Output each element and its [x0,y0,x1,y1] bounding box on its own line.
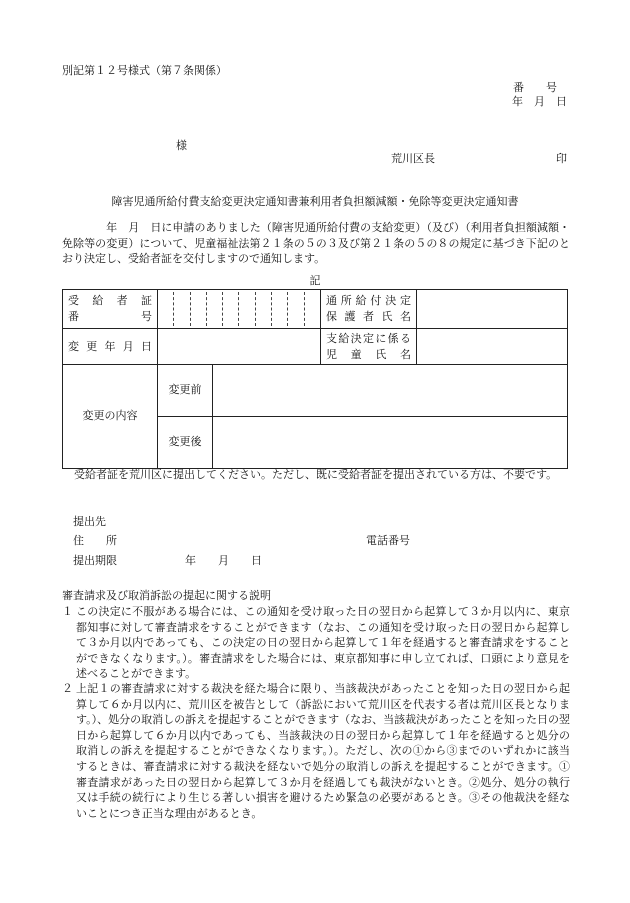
label-char: 所 [340,294,352,307]
explanation-item-number: ２ [62,682,73,695]
label-char: 護 [344,310,356,323]
label-char: 番 [68,310,79,323]
change-content-label: 変更の内容 [63,365,158,469]
label-char: 更 [86,339,98,353]
explanation-title: 審査請求及び取消訴訟の提起に関する説明 [62,589,271,602]
child-name-label [321,329,417,365]
label-char: 決 [350,331,362,345]
recipient-number-label-line1 [68,293,152,309]
label-char: 通 [326,294,337,307]
label-char: 児 [326,347,337,361]
explanation-item-text: 上記１の審査請求に対する裁決を経た場合に限り、当該裁決があったことを知った日の翌日から起算して６か月以内に、荒川区を被告として（訴訟において荒川区を代表する者は荒川区長となります。）、処分の取消しの訴えを提起することができます（なお、当該裁決があったことを知った日の翌日から起算して６か月以内であっても、当該裁決の日の翌日から起算して１年を経過すると処分の取消しの訴えを提起することができなくなります。）。ただし、次の①から③までのいずれかに該当するときは、審査請求に対する裁決を経ないで処分の取消しの訴えを提起することができます。①審査請求があった日の翌日から起算して３か月を経過しても裁決がないとき。②処分、処分の執行又は手続の続行により生じる著しい損害を避けるため緊急の必要があるとき。③その他裁決を経ないことにつき正当な理由があるとき。 [76,682,571,820]
number-label: 番 号 [513,81,557,94]
addressee-suffix: 様 [176,139,187,152]
document-title: 障害児通所給付費支給変更決定通知書兼利用者負担額減額・免除等変更決定通知書 [111,195,519,208]
after-label: 変更後 [158,417,213,469]
date-label: 年 月 日 [512,95,567,108]
label-char: 変 [68,339,79,353]
before-label: 変更前 [158,365,213,417]
guardian-name-label-line1 [326,293,411,309]
label-char: 給 [338,331,350,345]
label-char: 定 [362,331,374,345]
after-field[interactable] [213,417,568,469]
form-label: 別記第１２号様式（第７条関係） [62,64,227,77]
child-name-label-line2 [326,347,411,363]
decision-table [62,289,568,469]
sender-name: 荒川区長 [391,152,435,165]
child-name-field[interactable] [417,329,568,365]
label-char: 受 [68,294,79,307]
phone-label: 電話番号 [366,534,410,547]
label-char: 決 [385,294,397,307]
label-char: 給 [92,294,104,307]
label-char: 日 [141,339,152,353]
label-char: 保 [326,310,337,323]
change-date-label [63,329,158,365]
ki-mark: 記 [309,274,321,287]
label-char: 年 [104,339,116,353]
submission-title: 提出先 [73,515,106,528]
guardian-name-label-line2 [326,309,411,325]
address-label: 住 所 [73,534,117,547]
label-char: 者 [116,294,128,307]
explanation-item-2 [62,681,570,821]
label-char: 者 [363,310,374,323]
explanation-item-text: この決定に不服がある場合には、この通知を受け取った日の翌日から起算して３か月以内に、東京都知事に対して審査請求をすることができます（なお、この通知を受け取った日の翌日から起算して３か月以内であっても、この決定の日の翌日から起算して１年を経過すると審査請求をすることができなくなります。）。審査請求をした場合には、東京都知事に申し立てれば、口頭により意見を述べることができます。 [76,605,570,681]
label-char: 付 [370,294,382,307]
label-char: 月 [122,339,134,353]
label-char: に [375,331,387,345]
recipient-number-label [63,290,158,329]
explanation-item-1 [62,604,570,682]
label-char: 名 [400,310,411,323]
label-char: 支 [326,331,337,345]
change-date-field[interactable] [158,329,321,365]
label-char: 童 [350,347,362,361]
label-char: 氏 [381,310,393,323]
recipient-number-label-line2 [68,309,152,325]
label-char: 証 [140,294,152,307]
deadline-label: 提出期限 [73,554,117,567]
recipient-number-boxes[interactable] [158,290,321,329]
seal-mark: 印 [556,152,567,165]
label-char: 名 [399,347,411,361]
guardian-name-label [321,290,417,329]
label-char: 号 [141,310,152,323]
change-date-label-text [68,339,152,355]
intro-paragraph: 年 月 日に申請のありました（障害児通所給付費の支給変更）（及び）（利用者負担額減額・免除等の変更）について、児童福祉法第２１条の５の３及び第２１条の５の８の規定に基づき下記のとおり決定し、受給者証を交付しますので通知します。 [62,221,570,266]
guardian-name-field[interactable] [417,290,568,329]
before-field[interactable] [213,365,568,417]
label-char: 係 [387,331,399,345]
submission-notice: 受給者証を荒川区に提出してください。ただし、既に受給者証を提出されている方は、不要です。 [74,468,558,481]
label-char: る [399,331,411,345]
label-char: 氏 [375,347,387,361]
explanation-item-number: １ [62,605,73,618]
child-name-label-line1 [326,331,411,347]
label-char: 給 [355,294,367,307]
deadline-date: 年 月 日 [185,554,262,567]
label-char: 定 [399,294,411,307]
